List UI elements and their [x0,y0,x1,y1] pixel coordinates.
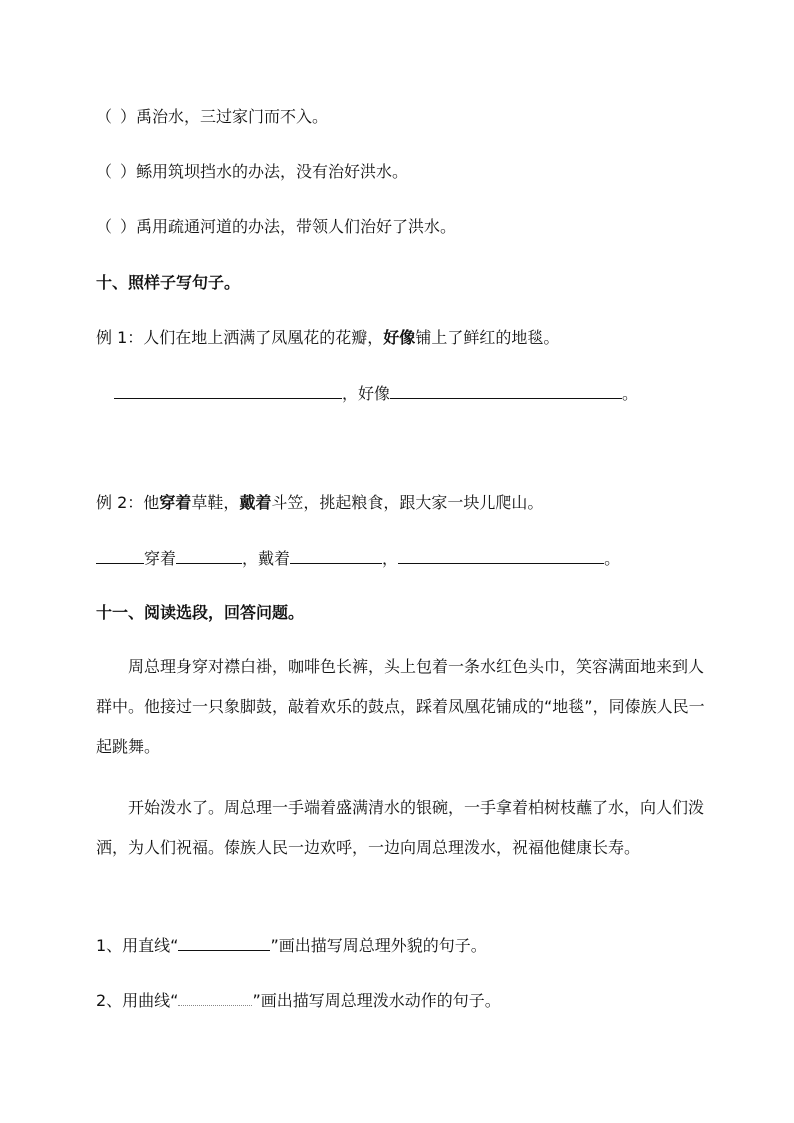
example-keyword: 戴着 [239,493,272,512]
blank-field[interactable] [290,547,382,564]
answer-paren-close[interactable]: ） [120,217,137,236]
reading-paragraph-2: 开始泼水了。周总理一手端着盛满清水的银碗，一手拿着柏树枝蘸了水，向人们泼洒，为人们祝福。傣族人民一边欢呼，一边向周总理泼水，祝福他健康长寿。 [96,798,705,857]
example-keyword: 好像 [383,328,416,347]
punct: ， [242,549,259,568]
question-text: ”画出描写周总理泼水动作的句子。 [252,991,501,1010]
blank-field[interactable] [114,382,342,399]
fill-word: 好像 [358,384,391,403]
example-keyword: 穿着 [159,493,192,512]
fill-word: 戴着 [258,549,291,568]
answer-paren-open[interactable]: （ [96,107,113,126]
question-text: 1、用直线“ [96,936,179,955]
example-label: 例 1： [96,328,144,347]
answer-paren-open[interactable]: （ [96,162,113,181]
wavy-line-sample [178,989,252,1006]
blank-field[interactable] [176,547,242,564]
question-text: 2、用曲线“ [96,991,179,1010]
punct: 。 [604,549,621,568]
blank-field[interactable] [96,547,144,564]
section-11-title: 十一、阅读选段，回答问题。 [96,603,305,622]
punct: 。 [622,384,639,403]
option-line-2 [96,161,408,183]
reading-paragraph-1: 周总理身穿对襟白褂，咖啡色长裤，头上包着一条水红色头巾，笑容满面地来到人群中。他接过一只象脚鼓，敲着欢乐的鼓点，踩着凤凰花铺成的“地毯”，同傣族人民一起跳舞。 [96,657,705,756]
fill-line-1 [114,382,638,405]
example-text: 斗笠，挑起粮食，跟大家一块儿爬山。 [271,493,544,512]
answer-paren-close[interactable]: ） [120,107,137,126]
example-text: 草鞋， [191,493,240,512]
option-line-1 [96,106,328,128]
example-text: 他 [143,493,160,512]
fill-line-2 [96,547,620,570]
example-2 [96,492,543,514]
question-text: ”画出描写周总理外貌的句子。 [270,936,487,955]
example-label: 例 2： [96,493,144,512]
example-text: 人们在地上洒满了凤凰花的花瓣， [143,328,384,347]
punct: ， [382,549,399,568]
option-text: 禹用疏通河道的办法，带领人们治好了洪水。 [136,217,457,236]
answer-paren-close[interactable]: ） [120,162,137,181]
straight-line-sample [178,934,270,951]
blank-field[interactable] [390,382,622,399]
question-2 [96,989,501,1012]
answer-paren-open[interactable]: （ [96,217,113,236]
fill-word: 穿着 [144,549,177,568]
section-10-title: 十、照样子写句子。 [96,273,241,292]
punct: ， [342,384,359,403]
blank-field[interactable] [398,547,604,564]
option-line-3 [96,216,456,238]
option-text: 禹治水，三过家门而不入。 [136,107,329,126]
question-1 [96,934,487,957]
example-text: 铺上了鲜红的地毯。 [415,328,560,347]
example-1 [96,327,559,349]
option-text: 鲧用筑坝挡水的办法，没有治好洪水。 [136,162,409,181]
